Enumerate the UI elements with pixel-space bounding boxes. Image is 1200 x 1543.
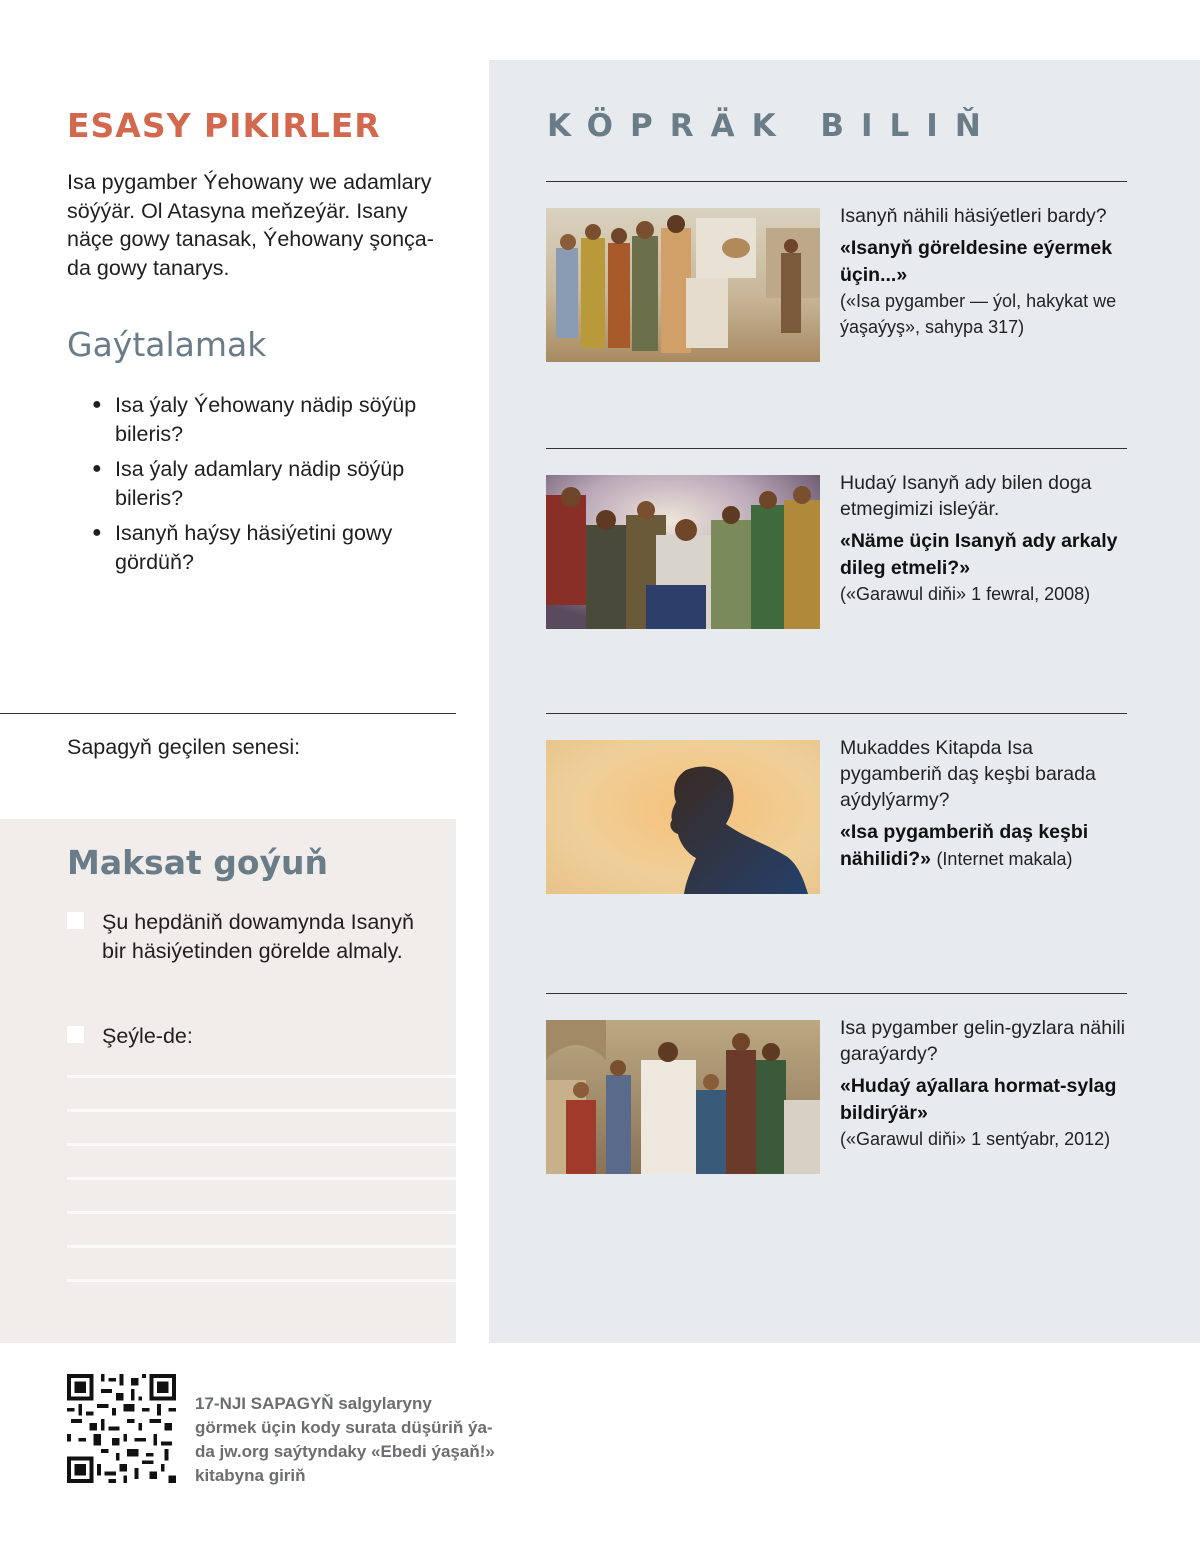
list-item: ● Isanyň haýsy häsiýetini gowy gördüň? [92,521,393,574]
main-heading: ESASY PIKIRLER [67,106,381,145]
writing-line [67,1075,456,1078]
writing-line [67,1177,456,1180]
reference-title[interactable]: «Näme üçin Isanyň ady arkaly dileg etmeli?» [840,530,1118,579]
writing-line [67,1279,456,1282]
divider [0,713,456,714]
goal-item: Şeýle-de: [67,1022,437,1051]
question-text: Mukaddes Kitapda Isa pygamberiň daş keşbi barada aýdylýarmy? [840,737,1096,811]
writing-line [67,1109,456,1112]
silhouette-image [546,740,820,894]
divider [546,713,1127,714]
reference-title[interactable]: «Isa pygamberiň daş keşbi nähilidi?» (Internet makala) [840,821,1089,870]
reference-source: («Garawul diňi» 1 sentýabr, 2012) [840,1129,1111,1149]
jesus-with-disciples-image [546,208,820,362]
jesus-with-women-image [546,1020,820,1174]
question-text: Hudaý Isanyň ady bilen doga etmegimizi isleýär. [840,472,1092,520]
checkbox[interactable] [67,1026,84,1043]
goal-heading: Maksat goýuň [67,843,329,882]
divider [546,448,1127,449]
review-heading: Gaýtalamak [67,325,267,364]
jesus-praying-image [546,475,820,629]
reference-title[interactable]: «Hudaý aýallara hormat-sylag bildirýär» [840,1075,1117,1124]
lesson-date-label: Sapagyň geçilen senesi: [67,735,301,759]
bullet-icon: ● [92,460,102,478]
checkbox[interactable] [67,912,84,929]
divider [546,993,1127,994]
reference-title[interactable]: «Isanyň göreldesine eýermek üçin...» [840,237,1113,286]
list-item: ● Isa ýaly Ýehowany nädip söýüp bileris? [92,393,417,446]
bullet-icon: ● [92,524,102,542]
qr-code-icon[interactable] [67,1374,176,1483]
footer-note: 17-NJI SAPAGYŇ salgylaryny görmek üçin kody surata düşüriň ýa-da jw.org saýtyndaky «Ebedi ýaşaň!» kitabyna giriň [195,1394,495,1485]
reference-source: («Garawul diňi» 1 fewral, 2008) [840,584,1091,604]
question-text: Isanyň nähili häsiýetleri bardy? [840,205,1107,227]
bullet-icon: ● [92,396,102,413]
reference-source: («Isa pygamber — ýol, hakykat we ýaşaýyş», sahypa 317) [840,291,1117,337]
writing-line [67,1143,456,1146]
writing-line [67,1211,456,1214]
goal-item: Şu hepdäniň dowamynda Isanyň bir häsiýetinden görelde almaly. [67,908,437,965]
learn-more-panel [489,60,1200,1343]
writing-line [67,1245,456,1248]
list-item: ● Isa ýaly adamlary nädip söýüp bileris? [92,457,405,510]
learn-more-heading: KÖPRÄK BILIŇ [547,108,998,144]
question-text: Isa pygamber gelin-gyzlara nähili garaýardy? [840,1017,1126,1065]
intro-paragraph: Isa pygamber Ýehowany we adamlary söýýär. Ol Atasyna meňzeýär. Isany näçe gowy tanasak, Ýehowany şonça-da gowy tanarys. [67,170,434,280]
goal-box [0,819,456,1343]
divider [546,181,1127,182]
reference-source: (Internet makala) [936,848,1073,869]
review-list [92,391,422,584]
